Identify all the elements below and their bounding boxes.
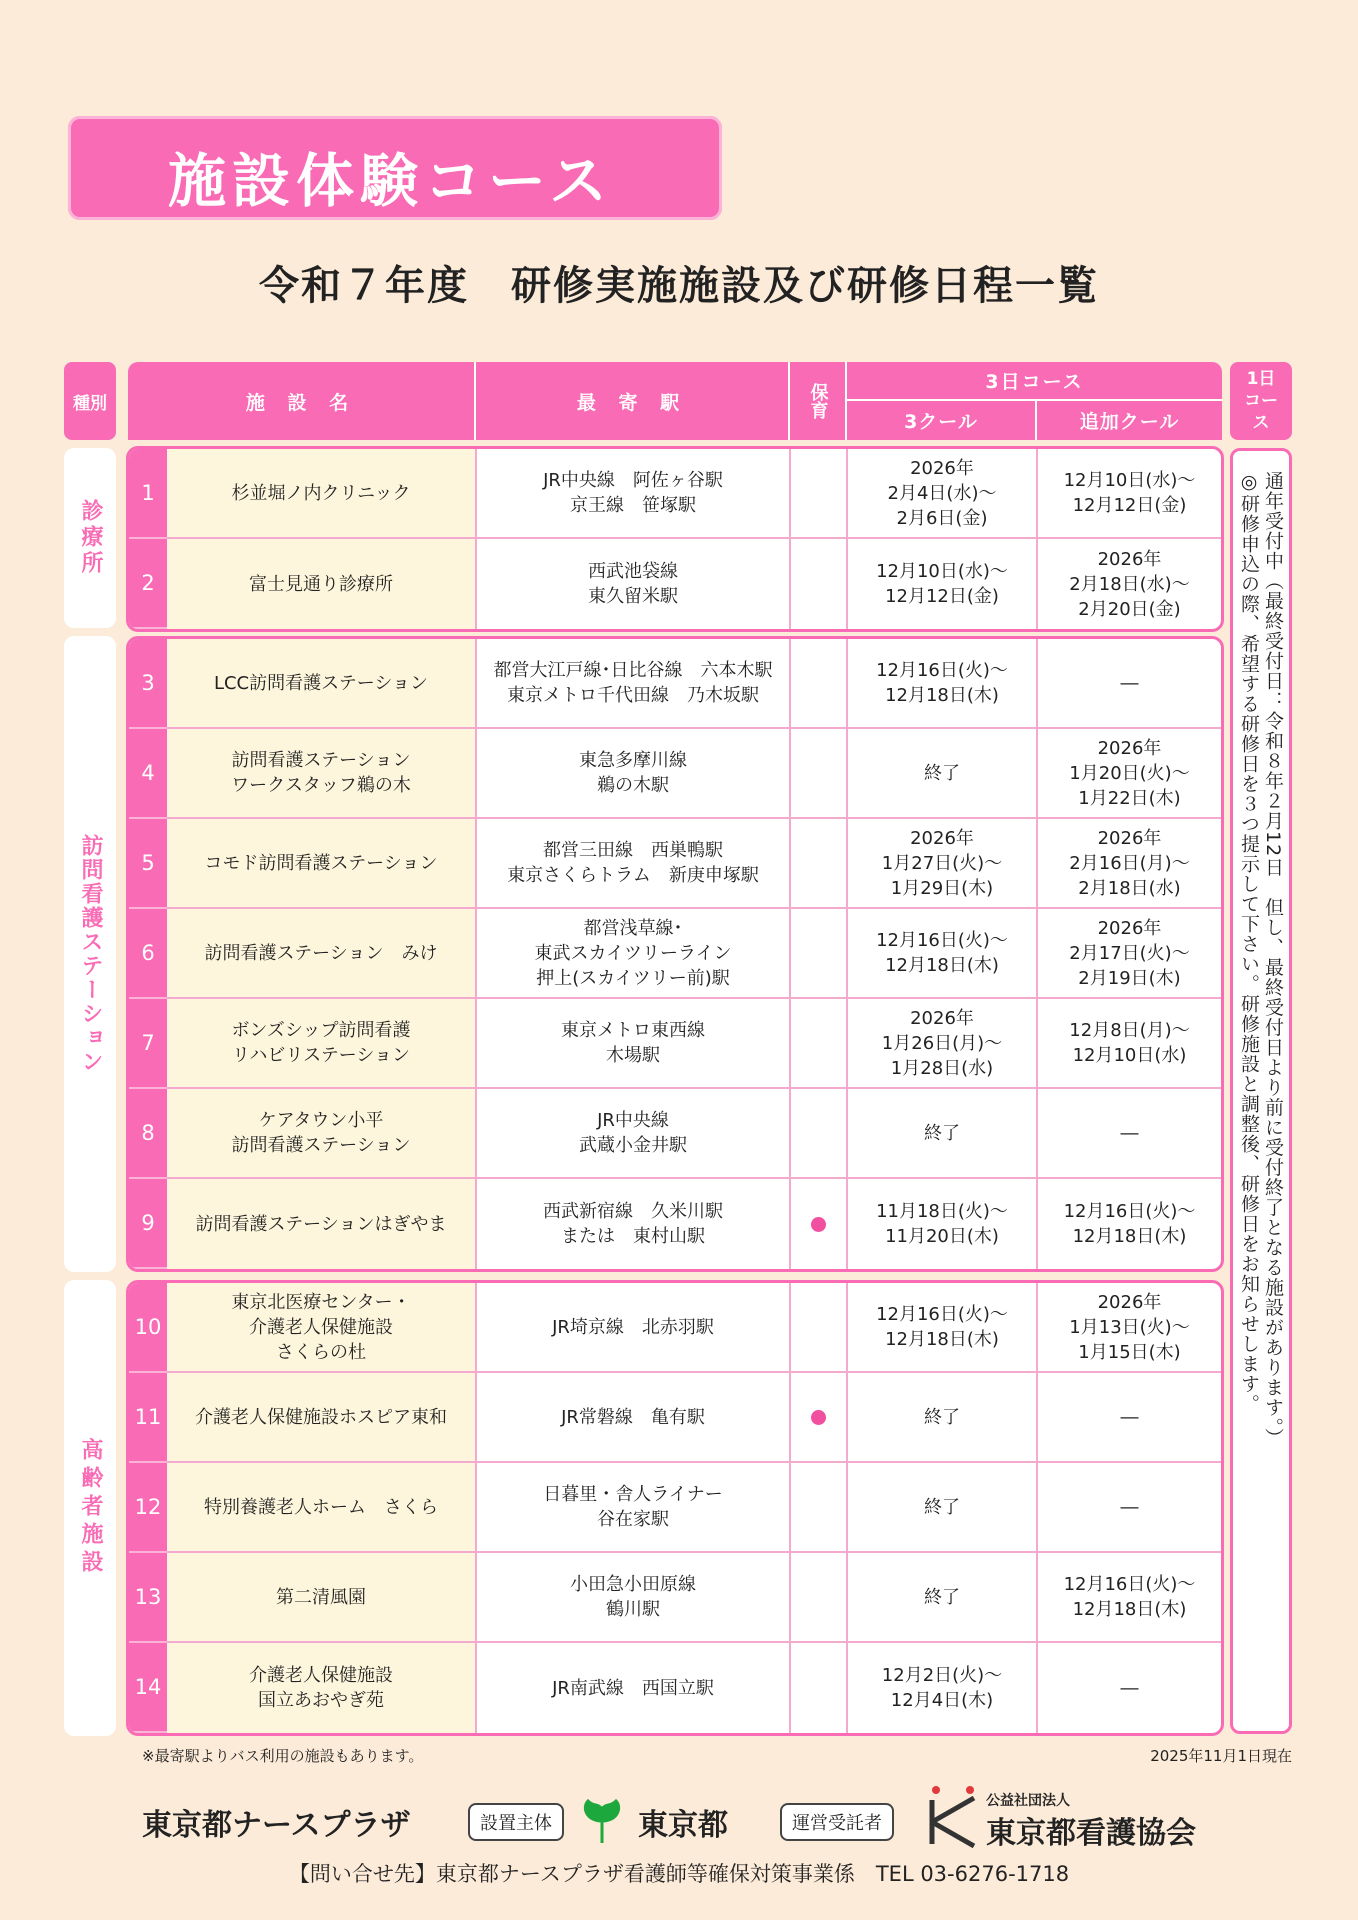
- facility-name: [167, 1179, 477, 1269]
- childcare-cell: [791, 819, 848, 909]
- nursing-association-logo-icon: [926, 1784, 982, 1848]
- banner-title: 施設体験コース: [168, 147, 614, 215]
- nearest-station: [477, 1463, 791, 1553]
- header-name: 施 設 名: [128, 362, 476, 440]
- table-row: [129, 1643, 1221, 1733]
- row-number: [129, 1179, 167, 1269]
- oneday-notice: [1230, 448, 1292, 1734]
- table-row: [129, 999, 1221, 1089]
- course3-dates-text: 12月10日(水)～ 12月12日(金): [876, 561, 1008, 607]
- nearest-station: [477, 909, 791, 999]
- additional-dates: [1038, 1553, 1221, 1643]
- additional-dates: [1038, 1283, 1221, 1373]
- course3-dates: [848, 729, 1038, 819]
- row-number-text: 13: [134, 1584, 162, 1609]
- category-elderly-label: 高齢者施設: [78, 1438, 103, 1578]
- table-row: [129, 819, 1221, 909]
- course3-dates-text: 終了: [924, 762, 960, 784]
- additional-dates-text: ―: [1120, 1122, 1139, 1144]
- additional-dates: [1038, 1179, 1221, 1269]
- course3-dates-text: 2026年 2月4日(水)～ 2月6日(金): [887, 457, 997, 529]
- row-number-text: 3: [141, 670, 155, 695]
- row-number-text: 12: [134, 1494, 162, 1519]
- header-station: 最 寄 駅: [476, 362, 790, 440]
- footer-brand: 東京都ナースプラザ: [142, 1808, 411, 1843]
- table-row: [129, 909, 1221, 999]
- nearest-station-text: JR中央線 阿佐ヶ谷駅 京王線 笹塚駅: [543, 470, 723, 516]
- course3-dates: [848, 1463, 1038, 1553]
- childcare-cell: [791, 729, 848, 819]
- row-number: [129, 639, 167, 729]
- additional-dates: [1038, 729, 1221, 819]
- row-number-text: 10: [134, 1314, 162, 1339]
- row-number: [129, 729, 167, 819]
- row-number: [129, 449, 167, 539]
- additional-dates: [1038, 1463, 1221, 1553]
- facility-name: [167, 1283, 477, 1373]
- facility-name-text: 訪問看護ステーションはぎやま: [195, 1213, 447, 1235]
- operator-type: 公益社団法人: [986, 1793, 1070, 1809]
- facility-name-text: 東京北医療センター・ 介護老人保健施設 さくらの杜: [231, 1291, 411, 1363]
- course3-dates: [848, 819, 1038, 909]
- row-number: [129, 819, 167, 909]
- nearest-station: [477, 729, 791, 819]
- childcare-cell: [791, 999, 848, 1089]
- page-subtitle: 令和７年度 研修実施施設及び研修日程一覧: [259, 263, 1099, 309]
- childcare-cell: [791, 909, 848, 999]
- contact-info: 【問い合せ先】東京都ナースプラザ看護師等確保対策事業係 TEL 03-6276-1718: [288, 1862, 1070, 1886]
- additional-dates-text: ―: [1120, 1406, 1139, 1428]
- row-number-text: 5: [141, 850, 155, 875]
- course3-dates-text: 2026年 1月26日(月)～ 1月28日(水): [881, 1007, 1003, 1079]
- course3-dates: [848, 1283, 1038, 1373]
- additional-dates: [1038, 449, 1221, 539]
- facility-name-text: ケアタウン小平 訪問看護ステーション: [231, 1110, 411, 1156]
- additional-dates-text: 2026年 2月16日(月)～ 2月18日(水): [1069, 827, 1190, 899]
- facility-name-text: 第二清風園: [276, 1586, 366, 1608]
- course3-dates-text: 2026年 1月27日(火)～ 1月29日(木): [881, 827, 1003, 899]
- course3-dates-text: 11月18日(火)～ 11月20日(木): [876, 1201, 1008, 1247]
- additional-dates-text: 12月16日(火)～ 12月18日(木): [1063, 1201, 1196, 1247]
- facility-name-text: 特別養護老人ホーム さくら: [204, 1496, 438, 1518]
- facility-name: [167, 909, 477, 999]
- nearest-station: [477, 999, 791, 1089]
- table-row: [129, 1283, 1221, 1373]
- nearest-station: [477, 539, 791, 629]
- nearest-station-text: 都営大江戸線･日比谷線 六本木駅 東京メトロ千代田線 乃木坂駅: [493, 660, 773, 706]
- header-course1: [1230, 362, 1292, 440]
- table-row: [129, 1553, 1221, 1643]
- facility-name: [167, 819, 477, 909]
- row-number-text: 7: [141, 1030, 155, 1055]
- nearest-station: [477, 639, 791, 729]
- additional-dates: [1038, 999, 1221, 1089]
- facility-name: [167, 1643, 477, 1733]
- facility-name: [167, 1089, 477, 1179]
- additional-dates-text: ―: [1120, 1677, 1139, 1699]
- nearest-station: [477, 1643, 791, 1733]
- table-row: [129, 449, 1221, 539]
- nearest-station: [477, 1089, 791, 1179]
- group-clinic: [126, 446, 1224, 632]
- childcare-available-icon: [811, 1410, 826, 1425]
- facility-name-text: 訪問看護ステーション みけ: [204, 942, 438, 964]
- additional-dates: [1038, 639, 1221, 729]
- ginkgo-logo-icon: [580, 1797, 624, 1845]
- row-number: [129, 1463, 167, 1553]
- childcare-cell: [791, 1463, 848, 1553]
- additional-dates: [1038, 1643, 1221, 1733]
- facility-name: [167, 1553, 477, 1643]
- nearest-station: [477, 819, 791, 909]
- table-header: [128, 362, 1222, 440]
- row-number-text: 2: [141, 570, 155, 595]
- oneday-notice-text: 通年受付中（最終受付日：令和８年２月12日 但し、最終受付日より前に受付終了となる施設があります。） ◎研修申込の際、希望する研修日を３つ提示して下さい。研修施設と調整後、研修日をお知らせします。: [1238, 471, 1284, 1448]
- nearest-station-text: JR常磐線 亀有駅: [561, 1406, 705, 1428]
- course3-dates-text: 終了: [924, 1122, 960, 1144]
- header-kind: 種別: [64, 362, 116, 440]
- course3-dates-text: 終了: [924, 1496, 960, 1518]
- row-number: [129, 1283, 167, 1373]
- childcare-cell: [791, 1089, 848, 1179]
- facility-name-text: 介護老人保健施設 国立あおやぎ苑: [249, 1665, 393, 1711]
- additional-dates-text: 12月8日(月)～ 12月10日(水): [1069, 1020, 1190, 1066]
- category-visiting-label: 訪問看護ステーション: [78, 834, 103, 1074]
- facility-name-text: 富士見通り診療所: [249, 573, 393, 595]
- course3-dates: [848, 1643, 1038, 1733]
- row-number-text: 11: [134, 1404, 162, 1429]
- facility-name-text: コモド訪問看護ステーション: [204, 852, 438, 874]
- additional-dates-text: 2026年 2月17日(火)～ 2月19日(木): [1069, 917, 1190, 989]
- facility-name-text: 杉並堀ノ内クリニック: [231, 482, 411, 504]
- facility-name-text: LCC訪問看護ステーション: [213, 672, 429, 694]
- group-elderly: [126, 1280, 1224, 1736]
- course3-dates-text: 終了: [924, 1586, 960, 1608]
- course3-dates: [848, 1089, 1038, 1179]
- nearest-station-text: 日暮里・舎人ライナー 谷在家駅: [543, 1484, 723, 1530]
- group-visiting: [126, 636, 1224, 1272]
- establisher-name: 東京都: [638, 1808, 728, 1843]
- nearest-station-text: 西武新宿線 久米川駅 または 東村山駅: [543, 1201, 723, 1247]
- course3-dates: [848, 639, 1038, 729]
- course3-dates: [848, 999, 1038, 1089]
- additional-dates: [1038, 909, 1221, 999]
- nearest-station: [477, 1283, 791, 1373]
- course3-dates-text: 12月16日(火)～ 12月18日(木): [876, 660, 1008, 706]
- row-number-text: 14: [134, 1674, 162, 1699]
- table-row: [129, 1089, 1221, 1179]
- table-row: [129, 1463, 1221, 1553]
- category-clinic-label: 診療所: [78, 499, 103, 577]
- course3-dates: [848, 1553, 1038, 1643]
- category-visiting: [64, 636, 116, 1272]
- course3-dates-text: 12月2日(火)～ 12月4日(木): [881, 1665, 1003, 1711]
- nearest-station-text: 東京メトロ東西線 木場駅: [561, 1020, 705, 1066]
- row-number: [129, 1553, 167, 1643]
- additional-dates: [1038, 1373, 1221, 1463]
- additional-dates-text: 12月16日(火)～ 12月18日(木): [1063, 1574, 1196, 1620]
- nearest-station-text: 都営浅草線･ 東武スカイツリーライン 押上(スカイツリー前)駅: [534, 917, 732, 989]
- table-row: [129, 729, 1221, 819]
- nearest-station-text: 都営三田線 西巣鴨駅 東京さくらトラム 新庚申塚駅: [507, 840, 759, 886]
- title-banner: [68, 116, 722, 220]
- as-of-date: 2025年11月1日現在: [1150, 1747, 1292, 1765]
- additional-dates: [1038, 1089, 1221, 1179]
- footnote: ※最寄駅よりバス利用の施設もあります。: [142, 1747, 424, 1765]
- course3-dates: [848, 449, 1038, 539]
- childcare-available-icon: [811, 1217, 826, 1232]
- facility-name-text: 訪問看護ステーション ワークスタッフ鵜の木: [231, 750, 411, 796]
- operator-tag: 運営受託者: [780, 1803, 894, 1841]
- row-number: [129, 999, 167, 1089]
- row-number-text: 8: [141, 1120, 155, 1145]
- table-row: [129, 1373, 1221, 1463]
- additional-dates-text: 2026年 1月13日(火)～ 1月15日(木): [1069, 1291, 1190, 1363]
- course3-dates: [848, 909, 1038, 999]
- header-course1-label: 1日コース: [1244, 369, 1278, 433]
- course3-dates: [848, 539, 1038, 629]
- additional-dates-text: 12月10日(水)～ 12月12日(金): [1063, 470, 1196, 516]
- nearest-station-text: 東急多摩川線 鵜の木駅: [579, 750, 687, 796]
- row-number-text: 9: [141, 1210, 155, 1235]
- facility-name: [167, 639, 477, 729]
- header-additional: 追加クール: [1079, 411, 1180, 433]
- table-row: [129, 639, 1221, 729]
- course3-dates-text: 12月16日(火)～ 12月18日(木): [876, 1304, 1008, 1350]
- course3-dates: [848, 1179, 1038, 1269]
- childcare-cell: [791, 539, 848, 629]
- additional-dates-text: 2026年 2月18日(水)～ 2月20日(金): [1069, 548, 1190, 620]
- table-row: [129, 1179, 1221, 1269]
- childcare-cell: [791, 1373, 848, 1463]
- nearest-station: [477, 1373, 791, 1463]
- facility-name: [167, 449, 477, 539]
- nearest-station-text: JR中央線 武蔵小金井駅: [579, 1110, 687, 1156]
- nearest-station-text: 西武池袋線 東久留米駅: [588, 561, 678, 607]
- childcare-cell: [791, 1179, 848, 1269]
- facility-name-text: ボンズシップ訪問看護 リハビリステーション: [231, 1020, 411, 1066]
- additional-dates-text: 2026年 1月20日(火)～ 1月22日(木): [1069, 737, 1190, 809]
- childcare-cell: [791, 1643, 848, 1733]
- childcare-cell: [791, 1283, 848, 1373]
- nearest-station: [477, 449, 791, 539]
- additional-dates-text: ―: [1120, 1496, 1139, 1518]
- additional-dates: [1038, 539, 1221, 629]
- row-number: [129, 909, 167, 999]
- row-number-text: 6: [141, 940, 155, 965]
- category-elderly: [64, 1280, 116, 1736]
- facility-name: [167, 999, 477, 1089]
- row-number: [129, 539, 167, 629]
- row-number-text: 1: [141, 480, 155, 505]
- header-childcare: 保育: [790, 362, 847, 440]
- row-number-text: 4: [141, 760, 155, 785]
- facility-name: [167, 539, 477, 629]
- nearest-station: [477, 1179, 791, 1269]
- childcare-cell: [791, 449, 848, 539]
- facility-name: [167, 729, 477, 819]
- additional-dates: [1038, 819, 1221, 909]
- course3-dates-text: 終了: [924, 1406, 960, 1428]
- additional-dates-text: ―: [1120, 672, 1139, 694]
- row-number: [129, 1089, 167, 1179]
- facility-name: [167, 1373, 477, 1463]
- category-clinic: [64, 448, 116, 628]
- row-number: [129, 1373, 167, 1463]
- operator-name: 東京都看護協会: [986, 1816, 1196, 1851]
- row-number: [129, 1643, 167, 1733]
- table-row: [129, 539, 1221, 629]
- childcare-cell: [791, 639, 848, 729]
- nearest-station-text: JR南武線 西国立駅: [552, 1677, 714, 1699]
- course3-dates: [848, 1373, 1038, 1463]
- nearest-station-text: 小田急小田原線 鶴川駅: [570, 1574, 696, 1620]
- header-kool3: 3クール: [847, 401, 1037, 440]
- nearest-station-text: JR埼京線 北赤羽駅: [552, 1316, 714, 1338]
- facility-name: [167, 1463, 477, 1553]
- facility-name-text: 介護老人保健施設ホスピア東和: [195, 1406, 447, 1428]
- childcare-cell: [791, 1553, 848, 1643]
- course3-dates-text: 12月16日(火)～ 12月18日(木): [876, 930, 1008, 976]
- establisher-tag: 設置主体: [468, 1803, 564, 1841]
- nearest-station: [477, 1553, 791, 1643]
- header-course3: 3日コース: [847, 362, 1222, 401]
